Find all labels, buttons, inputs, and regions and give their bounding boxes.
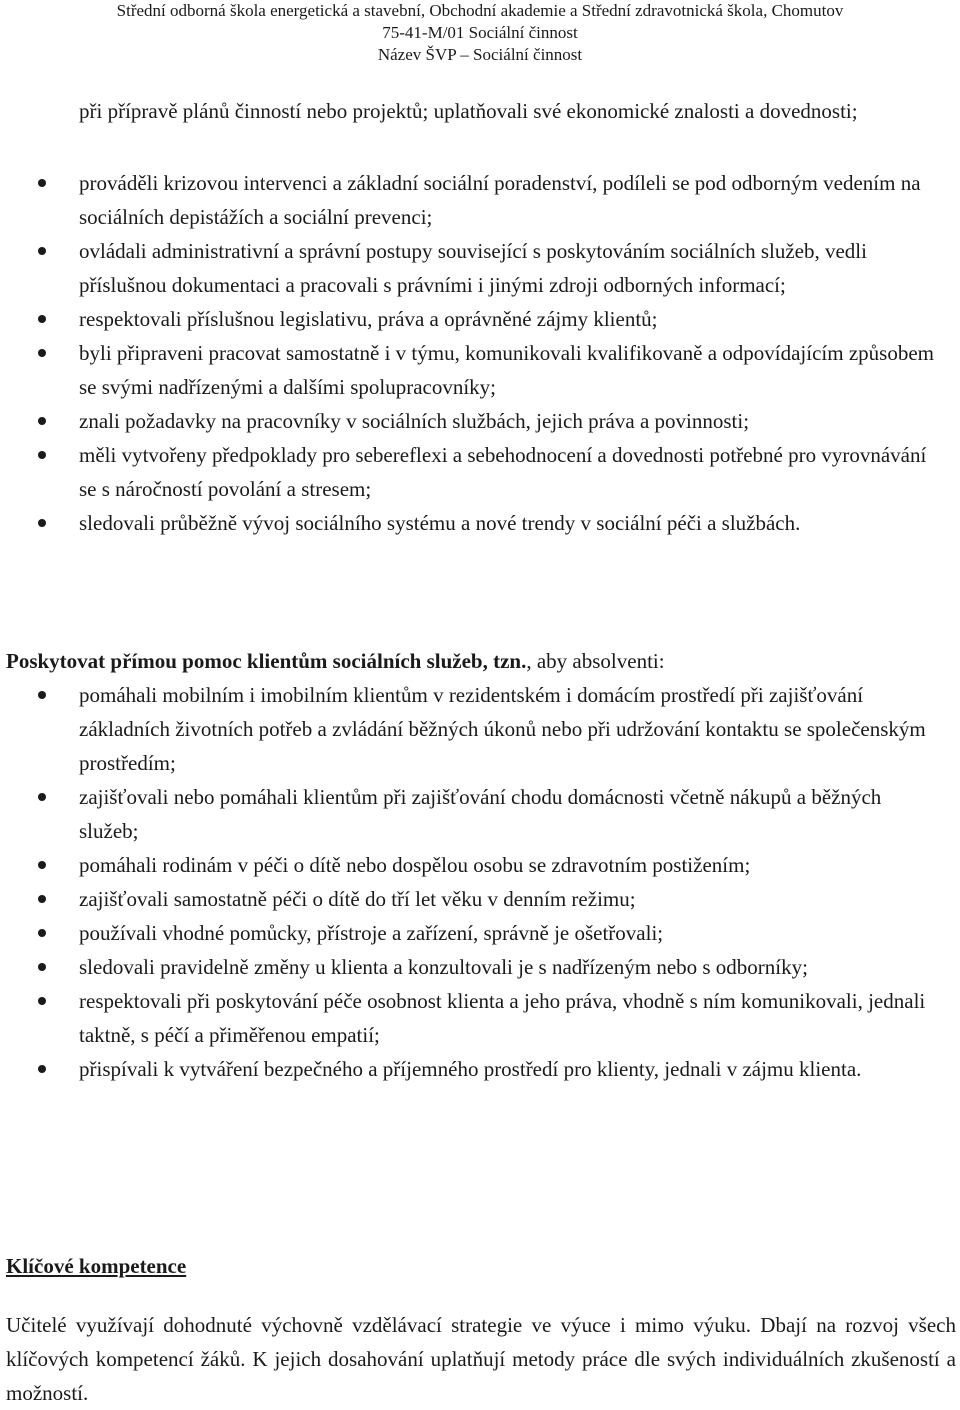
list-item: respektovali příslušnou legislativu, práva a oprávněné zájmy klientů; — [0, 302, 955, 336]
list-item: měli vytvořeny předpoklady pro sebereflexi a sebehodnocení a dovednosti potřebné pro vyrovnávání se s náročností povolání a stresem; — [0, 438, 955, 506]
bullet-icon — [38, 247, 46, 255]
bullet-icon — [38, 793, 46, 801]
list-item: pomáhali mobilním i imobilním klientům v rezidentském i domácím prostředí při zajišťování základních životních potřeb a zvládání běžných úkonů nebo při udržování kontaktu se společenským prostředím; — [0, 678, 955, 780]
competence-list-2 — [0, 678, 955, 1086]
list-item: respektovali při poskytování péče osobnost klienta a jeho práva, vhodně s ním komunikovali, jednali taktně, s péčí a přiměřenou empatií; — [0, 984, 955, 1052]
header-svp-name: Název ŠVP – Sociální činnost — [377, 45, 583, 64]
bullet-icon — [38, 997, 46, 1005]
bullet-icon — [38, 691, 46, 699]
list-item: zajišťovali samostatně péči o dítě do tří let věku v denním režimu; — [0, 882, 955, 916]
bullet-icon — [38, 895, 46, 903]
page-header — [0, 0, 960, 66]
list-item: byli připraveni pracovat samostatně i v týmu, komunikovali kvalifikovaně a odpovídajícím způsobem se svými nadřízenými a dalšími spolupracovníky; — [0, 336, 955, 404]
bullet-icon — [38, 519, 46, 527]
section-heading-direct-help — [6, 644, 665, 678]
bullet-icon — [38, 861, 46, 869]
bullet-icon — [38, 1065, 46, 1073]
competence-list-1 — [0, 166, 955, 540]
list-item: používali vhodné pomůcky, přístroje a zařízení, správně je ošetřovali; — [0, 916, 955, 950]
list-item: zajišťovali nebo pomáhali klientům při zajišťování chodu domácnosti včetně nákupů a běžných služeb; — [0, 780, 955, 848]
section-heading-bold: Poskytovat přímou pomoc klientům sociálních služeb, tzn. — [6, 649, 527, 673]
bullet-icon — [38, 963, 46, 971]
list-item: prováděli krizovou intervenci a základní sociální poradenství, podíleli se pod odborným vedením na sociálních depistážích a sociální prevenci; — [0, 166, 955, 234]
bullet-icon — [38, 179, 46, 187]
bullet-icon — [38, 929, 46, 937]
bullet-icon — [38, 451, 46, 459]
list-item: sledovali průběžně vývoj sociálního systému a nové trendy v sociální péči a službách. — [0, 506, 955, 540]
header-program-code: 75-41-M/01 Sociální činnost — [382, 23, 578, 42]
list-item: sledovali pravidelně změny u klienta a konzultovali je s nadřízeným nebo s odborníky; — [0, 950, 955, 984]
list-item: ovládali administrativní a správní postupy související s poskytováním sociálních služeb, vedli příslušnou dokumentaci a pracovali s právními i jinými zdroji odborných informací; — [0, 234, 955, 302]
list-item: přispívali k vytváření bezpečného a příjemného prostředí pro klienty, jednali v zájmu klienta. — [0, 1052, 955, 1086]
list-item: znali požadavky na pracovníky v sociálních službách, jejich práva a povinnosti; — [0, 404, 955, 438]
continuation-text: při přípravě plánů činností nebo projektů; uplatňovali své ekonomické znalosti a dovednosti; — [79, 99, 858, 123]
key-competences-paragraph: Učitelé využívají dohodnuté výchovně vzdělávací strategie ve výuce i mimo výuku. Dbají na rozvoj všech klíčových kompetencí žáků. K jejich dosahování uplatňují metody práce dle svých individuálních zkušeností a možností. — [6, 1313, 956, 1405]
list-item: pomáhali rodinám v péči o dítě nebo dospělou osobu se zdravotním postižením; — [0, 848, 955, 882]
bullet-icon — [38, 349, 46, 357]
bullet-icon — [38, 315, 46, 323]
header-school-name: Střední odborná škola energetická a stavební, Obchodní akademie a Střední zdravotnická škola, Chomutov — [116, 1, 844, 20]
section-heading-rest: , aby absolventi: — [526, 649, 665, 673]
section-heading-key-competences: Klíčové kompetence — [6, 1254, 187, 1278]
bullet-icon — [38, 417, 46, 425]
